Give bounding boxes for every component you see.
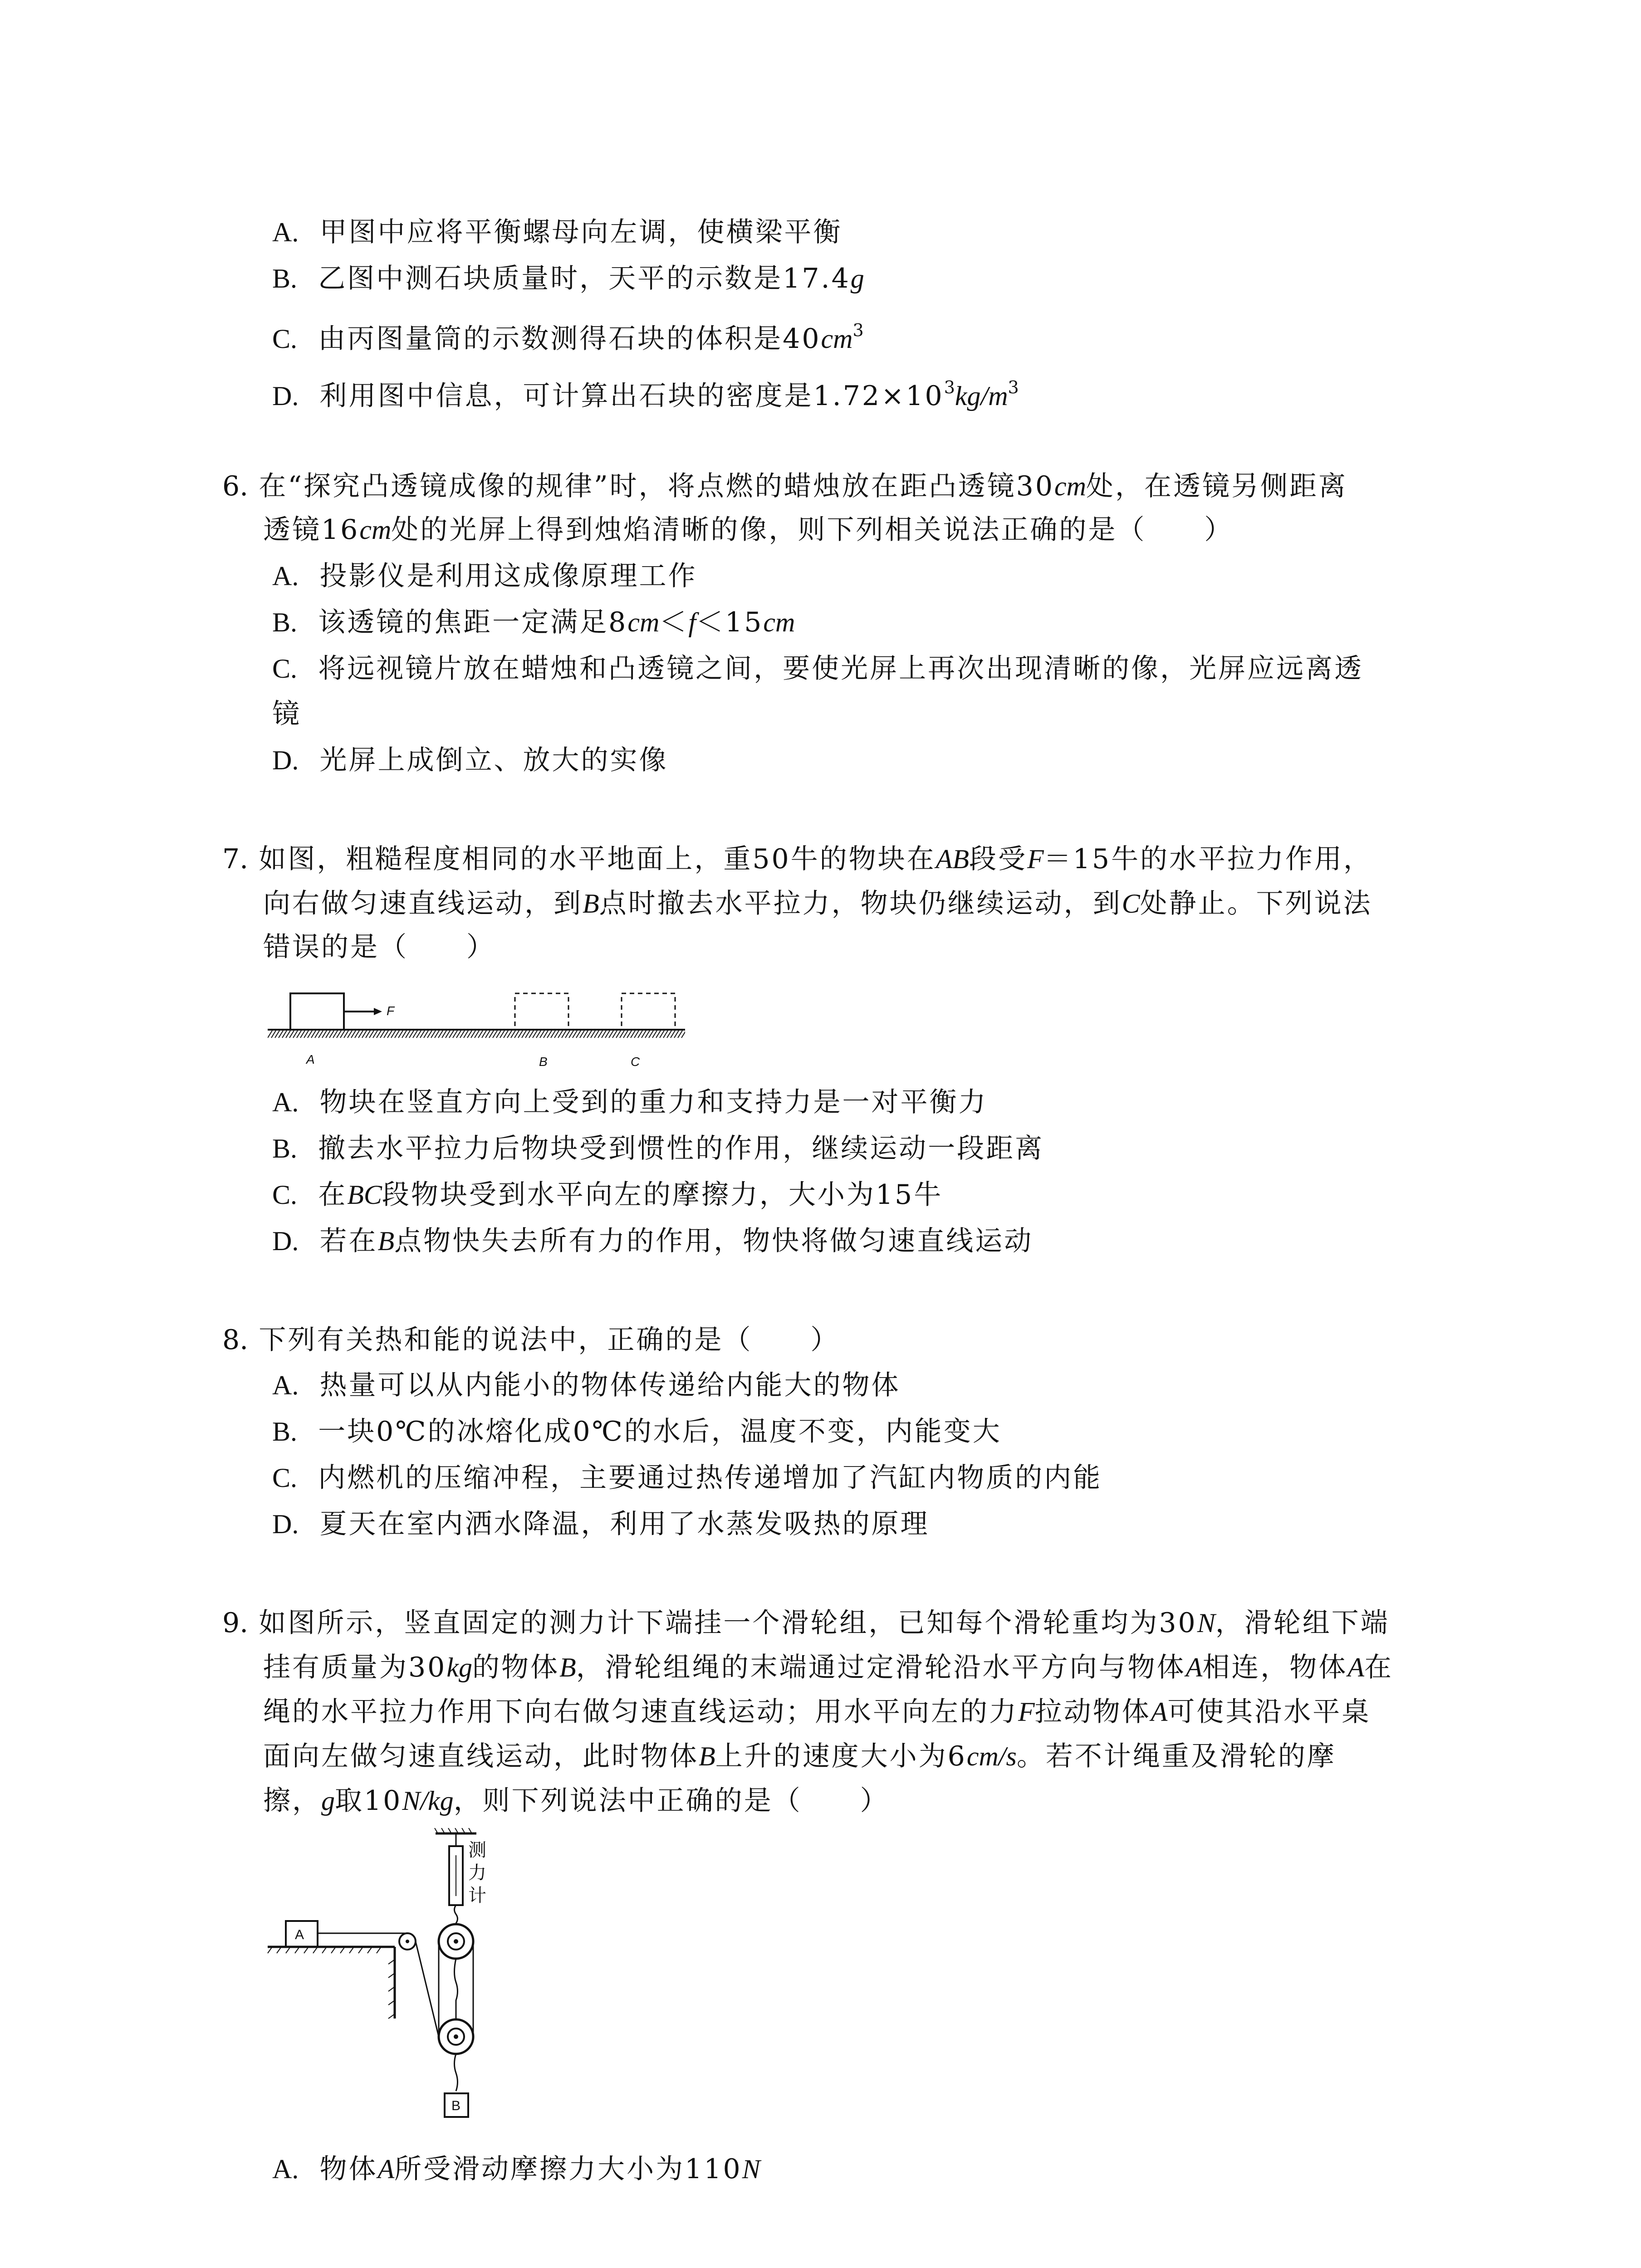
option-label: B. xyxy=(272,1134,298,1163)
option-text: 乙图中测石块质量时，天平的示数是17.4 xyxy=(318,263,851,294)
stem-text: 段受 xyxy=(969,843,1027,875)
option-text: 内燃机的压缩冲程，主要通过热传递增加了汽缸内物质的内能 xyxy=(318,1462,1102,1494)
option-text: 一块0℃的冰熔化成0℃的水后，温度不变，内能变大 xyxy=(318,1416,1002,1447)
stem-text: 向右做匀速直线运动，到 xyxy=(263,888,583,919)
stem-text: ＝15牛的水平拉力作用， xyxy=(1043,843,1373,875)
stem-text: 在“探究凸透镜成像的规律”时，将点燃的蜡烛放在距凸透镜30 xyxy=(259,470,1055,502)
option-label: D. xyxy=(272,381,299,411)
q6-option-b xyxy=(272,603,795,641)
variable: F xyxy=(1027,844,1044,874)
stem-text: ，则下列说法中正确的是（ ） xyxy=(453,1785,889,1817)
variable: A xyxy=(1185,1652,1203,1682)
unit: N xyxy=(1197,1608,1215,1638)
unit: kg/m xyxy=(955,381,1008,411)
q7-figure xyxy=(268,989,685,1075)
option-text: 在 xyxy=(318,1179,348,1211)
unit: g xyxy=(850,264,864,293)
q9-figure xyxy=(263,1828,544,2136)
rope-diagonal xyxy=(416,1941,439,2037)
q6-option-a xyxy=(272,557,697,595)
stem-text: 下列有关热和能的说法中，正确的是（ ） xyxy=(259,1324,840,1356)
stem-text: 如图所示，竖直固定的测力计下端挂一个滑轮组，已知每个滑轮重均为30 xyxy=(259,1607,1197,1639)
option-text: 物块在竖直方向上受到的重力和支持力是一对平衡力 xyxy=(319,1086,988,1118)
option-label: C. xyxy=(272,1180,298,1210)
question-number: 8. xyxy=(222,1324,249,1356)
stem-text: 绳的水平拉力作用下向右做匀速直线运动；用水平向左的力 xyxy=(263,1696,1018,1728)
q8-option-a xyxy=(272,1366,901,1404)
option-text: 投影仪是利用这成像原理工作 xyxy=(319,560,697,592)
q7-option-b xyxy=(272,1129,1044,1168)
q9-stem-line4 xyxy=(263,1737,1336,1775)
stem-text: 上升的速度大小为6 xyxy=(715,1740,967,1772)
option-label: A. xyxy=(272,217,299,247)
unit: N/kg xyxy=(402,1786,454,1816)
upper-pulley-axle xyxy=(454,1939,458,1944)
option-label: D. xyxy=(272,1226,299,1256)
stem-text: 相连，物体 xyxy=(1202,1652,1348,1683)
option-label: D. xyxy=(272,1509,299,1539)
variable: g xyxy=(321,1786,335,1816)
variable: B xyxy=(583,889,599,919)
unit: kg xyxy=(446,1652,472,1682)
q7-stem-line2 xyxy=(263,885,1372,923)
stem-text: ，滑轮组绳的末端通过定滑轮沿水平方向与物体 xyxy=(576,1652,1186,1683)
question-number: 7. xyxy=(222,843,249,875)
stem-text: 处静止。下列说法 xyxy=(1140,888,1372,919)
force-label: F xyxy=(387,1004,395,1018)
q5-option-c xyxy=(272,311,864,358)
q5-option-a xyxy=(272,213,843,251)
unit: cm xyxy=(1054,471,1086,501)
variable: A xyxy=(1151,1697,1168,1727)
option-text: 甲图中应将平衡螺母向左调，使横梁平衡 xyxy=(319,216,843,248)
point-b-label: B xyxy=(539,1055,548,1069)
middle-hook xyxy=(455,1959,458,2019)
q9-stem-line5 xyxy=(263,1782,889,1820)
option-label: A. xyxy=(272,2154,299,2184)
stem-text: ，滑轮组下端 xyxy=(1215,1607,1390,1639)
variable: C xyxy=(1122,889,1140,919)
stem-text: 取10 xyxy=(335,1785,402,1817)
variable: B xyxy=(377,1226,395,1256)
option-label: A. xyxy=(272,1087,299,1117)
option-text: 镜 xyxy=(272,698,301,730)
block-at-b xyxy=(515,993,568,1030)
stem-text: 处的光屏上得到烛焰清晰的像，则下列相关说法正确的是（ ） xyxy=(391,514,1234,546)
hook xyxy=(455,1905,458,1923)
meter-label-1: 测 xyxy=(468,1840,486,1860)
option-text: 光屏上成倒立、放大的实像 xyxy=(319,744,668,776)
variable: f xyxy=(688,607,696,637)
q7-option-d xyxy=(272,1222,1033,1260)
q8-option-d xyxy=(272,1505,930,1543)
table-hatching xyxy=(268,1947,395,2019)
q8-option-c xyxy=(272,1459,1102,1497)
stem-text: 如图，粗糙程度相同的水平地面上，重50牛的物块在 xyxy=(259,843,936,875)
option-label: C. xyxy=(272,654,298,684)
option-text: 利用图中信息，可计算出石块的密度是1.72×10 xyxy=(319,380,944,412)
stem-text: 点时撤去水平拉力，物块仍继续运动，到 xyxy=(599,888,1122,919)
q6-option-d xyxy=(272,741,668,779)
variable: BC xyxy=(347,1180,382,1210)
stem-text: 擦， xyxy=(263,1785,321,1817)
option-label: C. xyxy=(272,324,298,354)
option-text: 物体 xyxy=(319,2153,378,2185)
symbol: ＜15 xyxy=(696,606,764,638)
option-text: 段物块受到水平向左的摩擦力，大小为15牛 xyxy=(382,1179,943,1211)
question-number: 6. xyxy=(222,470,249,502)
option-label: A. xyxy=(272,1370,299,1400)
symbol: ＜ xyxy=(659,606,689,638)
option-label: B. xyxy=(272,1417,298,1447)
point-a-label: A xyxy=(306,1052,315,1066)
block-a-label: A xyxy=(295,1927,304,1942)
stem-text: 。若不计绳重及滑轮的摩 xyxy=(1016,1740,1336,1772)
exponent: 3 xyxy=(944,377,955,397)
unit: N xyxy=(742,2154,760,2184)
option-label: A. xyxy=(272,561,299,591)
q9-stem-line1 xyxy=(222,1604,1390,1642)
q6-stem-line2 xyxy=(263,511,1233,549)
q8-option-b xyxy=(272,1413,1002,1451)
lower-hook xyxy=(455,2054,458,2091)
block-b-label: B xyxy=(451,2098,461,2113)
variable: A xyxy=(1347,1652,1364,1682)
stem-text: 的物体 xyxy=(472,1652,559,1683)
stem-text: 拉动物体 xyxy=(1034,1696,1151,1728)
option-label: B. xyxy=(272,607,298,637)
option-text: 夏天在室内洒水降温，利用了水蒸发吸热的原理 xyxy=(319,1508,930,1540)
option-text: 将远视镜片放在蜡烛和凸透镜之间，要使光屏上再次出现清晰的像，光屏应远离透 xyxy=(318,653,1364,684)
stem-text: 处，在透镜另侧距离 xyxy=(1086,470,1347,502)
q6-option-c-cont xyxy=(272,695,301,733)
unit: cm/s xyxy=(966,1741,1017,1771)
q9-stem-line3 xyxy=(263,1693,1371,1731)
meter-label-2: 力 xyxy=(468,1863,486,1883)
ground-hatching xyxy=(268,1031,685,1038)
option-text: 由丙图量筒的示数测得石块的体积是40 xyxy=(318,323,821,355)
block-at-a xyxy=(290,993,344,1030)
stem-text: 面向左做匀速直线运动，此时物体 xyxy=(263,1740,699,1772)
side-pulley-axle xyxy=(406,1940,409,1943)
option-text: 撤去水平拉力后物块受到惯性的作用，继续运动一段距离 xyxy=(318,1133,1044,1164)
q6-stem-line1 xyxy=(222,467,1347,505)
option-text: 该透镜的焦距一定满足8 xyxy=(318,606,628,638)
stem-text: 透镜16 xyxy=(263,514,360,546)
q7-option-c xyxy=(272,1176,943,1214)
stem-text: 在 xyxy=(1364,1652,1393,1683)
variable: B xyxy=(559,1652,576,1682)
q7-stem-line3 xyxy=(263,928,495,966)
q7-stem-line1 xyxy=(222,840,1372,878)
variable: F xyxy=(1018,1697,1035,1727)
variable: AB xyxy=(936,844,969,874)
q8-stem xyxy=(222,1321,839,1359)
q9-stem-line2 xyxy=(263,1648,1393,1686)
point-c-label: C xyxy=(631,1055,640,1069)
option-text: 热量可以从内能小的物体传递给内能大的物体 xyxy=(319,1369,901,1401)
option-label: B. xyxy=(272,264,298,293)
exponent: 3 xyxy=(1008,377,1019,397)
stem-text: 错误的是（ ） xyxy=(263,931,495,963)
arrow-head xyxy=(374,1008,382,1015)
q6-option-c xyxy=(272,650,1363,688)
stem-text: 挂有质量为30 xyxy=(263,1652,447,1683)
option-text: 所受滑动摩擦力大小为110 xyxy=(394,2153,742,2185)
exponent: 3 xyxy=(852,320,864,340)
q9-option-a xyxy=(272,2150,760,2188)
option-label: C. xyxy=(272,1463,298,1493)
meter-label-3: 计 xyxy=(468,1886,486,1906)
stem-text: 可使其沿水平桌 xyxy=(1167,1696,1371,1728)
question-number: 9. xyxy=(222,1607,249,1639)
variable: A xyxy=(377,2154,395,2184)
q5-option-b xyxy=(272,259,864,298)
unit: cm xyxy=(627,607,660,637)
q7-option-a xyxy=(272,1083,988,1121)
variable: B xyxy=(699,1741,715,1771)
block-at-c xyxy=(622,993,675,1030)
unit: cm xyxy=(763,607,795,637)
unit: cm xyxy=(359,515,392,545)
option-text: 点物快失去所有力的作用，物快将做匀速直线运动 xyxy=(394,1225,1034,1257)
lower-pulley-axle xyxy=(454,2034,458,2039)
option-text: 若在 xyxy=(319,1225,378,1257)
unit: cm xyxy=(821,324,853,354)
q5-option-d xyxy=(272,368,1019,415)
option-label: D. xyxy=(272,745,299,775)
